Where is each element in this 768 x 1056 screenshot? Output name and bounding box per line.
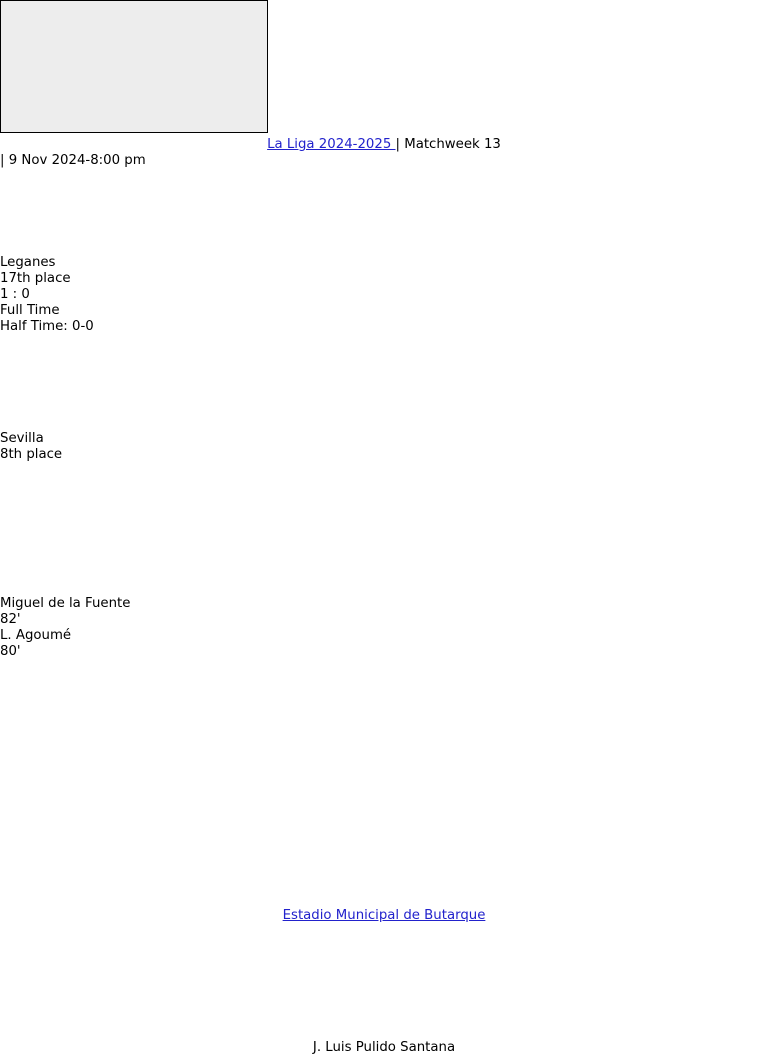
referee-name: J. Luis Pulido Santana	[312, 1040, 456, 1055]
home-team-standing: 17th place	[0, 271, 71, 286]
matchweek-label: | Matchweek 13	[395, 137, 501, 152]
half-time-score: Half Time: 0-0	[0, 319, 94, 334]
event-player: Miguel de la Fuente	[0, 596, 131, 611]
home-team-block	[0, 255, 71, 287]
event-minute: 82'	[0, 612, 21, 627]
match-events-block	[0, 596, 130, 660]
match-banner-image-placeholder	[0, 0, 268, 133]
home-team-name: Leganes	[0, 255, 56, 270]
away-team-name: Sevilla	[0, 431, 44, 446]
match-date-time: | 9 Nov 2024-8:00 pm	[0, 153, 146, 168]
event-player: L. Agoumé	[0, 628, 72, 643]
event-minute: 80'	[0, 644, 21, 659]
score-value: 1 : 0	[0, 287, 30, 302]
venue	[0, 908, 768, 924]
away-team-block	[0, 431, 62, 463]
match-meta-line	[0, 137, 768, 153]
score-block	[0, 287, 94, 335]
venue-link[interactable]: Estadio Municipal de Butarque	[282, 908, 486, 923]
match-status: Full Time	[0, 303, 60, 318]
competition-link[interactable]: La Liga 2024-2025	[267, 137, 396, 152]
away-team-standing: 8th place	[0, 447, 63, 462]
